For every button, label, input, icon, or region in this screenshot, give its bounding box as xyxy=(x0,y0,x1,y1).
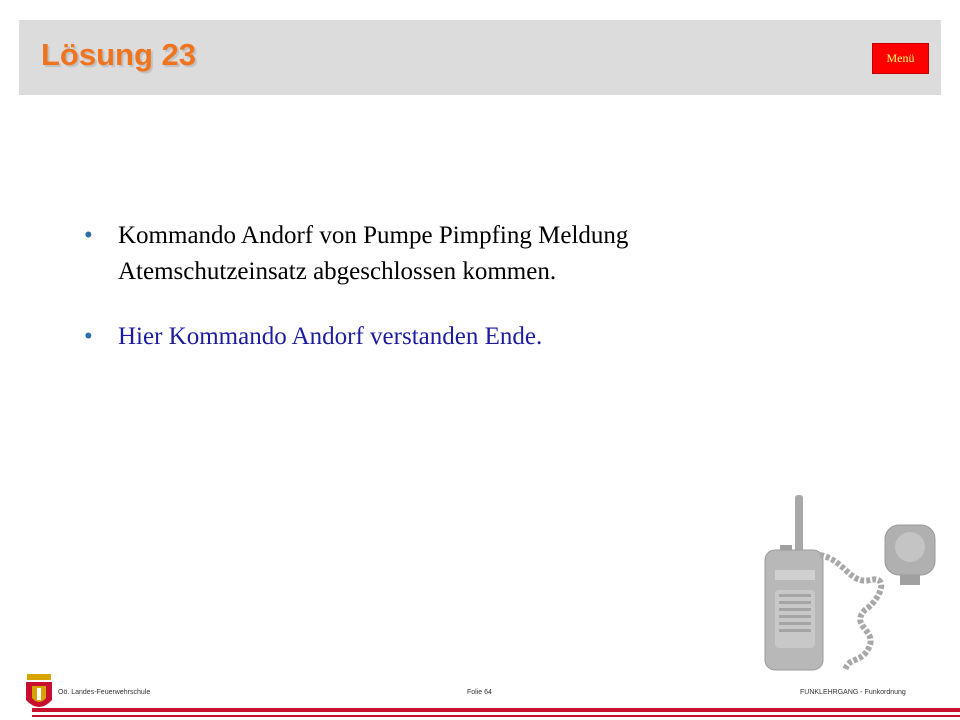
footer-right-text: FUNKLEHRGANG - Funkordnung xyxy=(800,689,906,696)
bullet-text: Hier Kommando Andorf verstanden Ende. xyxy=(118,323,543,350)
bullet-text: Kommando Andorf von Pumpe Pimpfing Meldung Atemschutzeinsatz abgeschlossen kommen. xyxy=(118,222,629,285)
menu-button[interactable]: Menü xyxy=(872,43,929,74)
footer xyxy=(0,680,960,720)
footer-slide-number: Folie 64 xyxy=(467,689,492,696)
footer-divider xyxy=(32,715,960,717)
footer-left-text: Oö. Landes-Feuerwehrschule xyxy=(58,689,151,696)
slide-content xyxy=(84,218,804,384)
list-item xyxy=(84,218,804,290)
handheld-radio-with-speaker-mic-icon xyxy=(750,490,950,680)
footer-divider xyxy=(32,708,960,712)
bullet-icon: • xyxy=(84,323,93,350)
bullet-icon: • xyxy=(84,222,93,249)
list-item xyxy=(84,319,804,355)
page-title: Lösung 23 xyxy=(41,37,197,72)
